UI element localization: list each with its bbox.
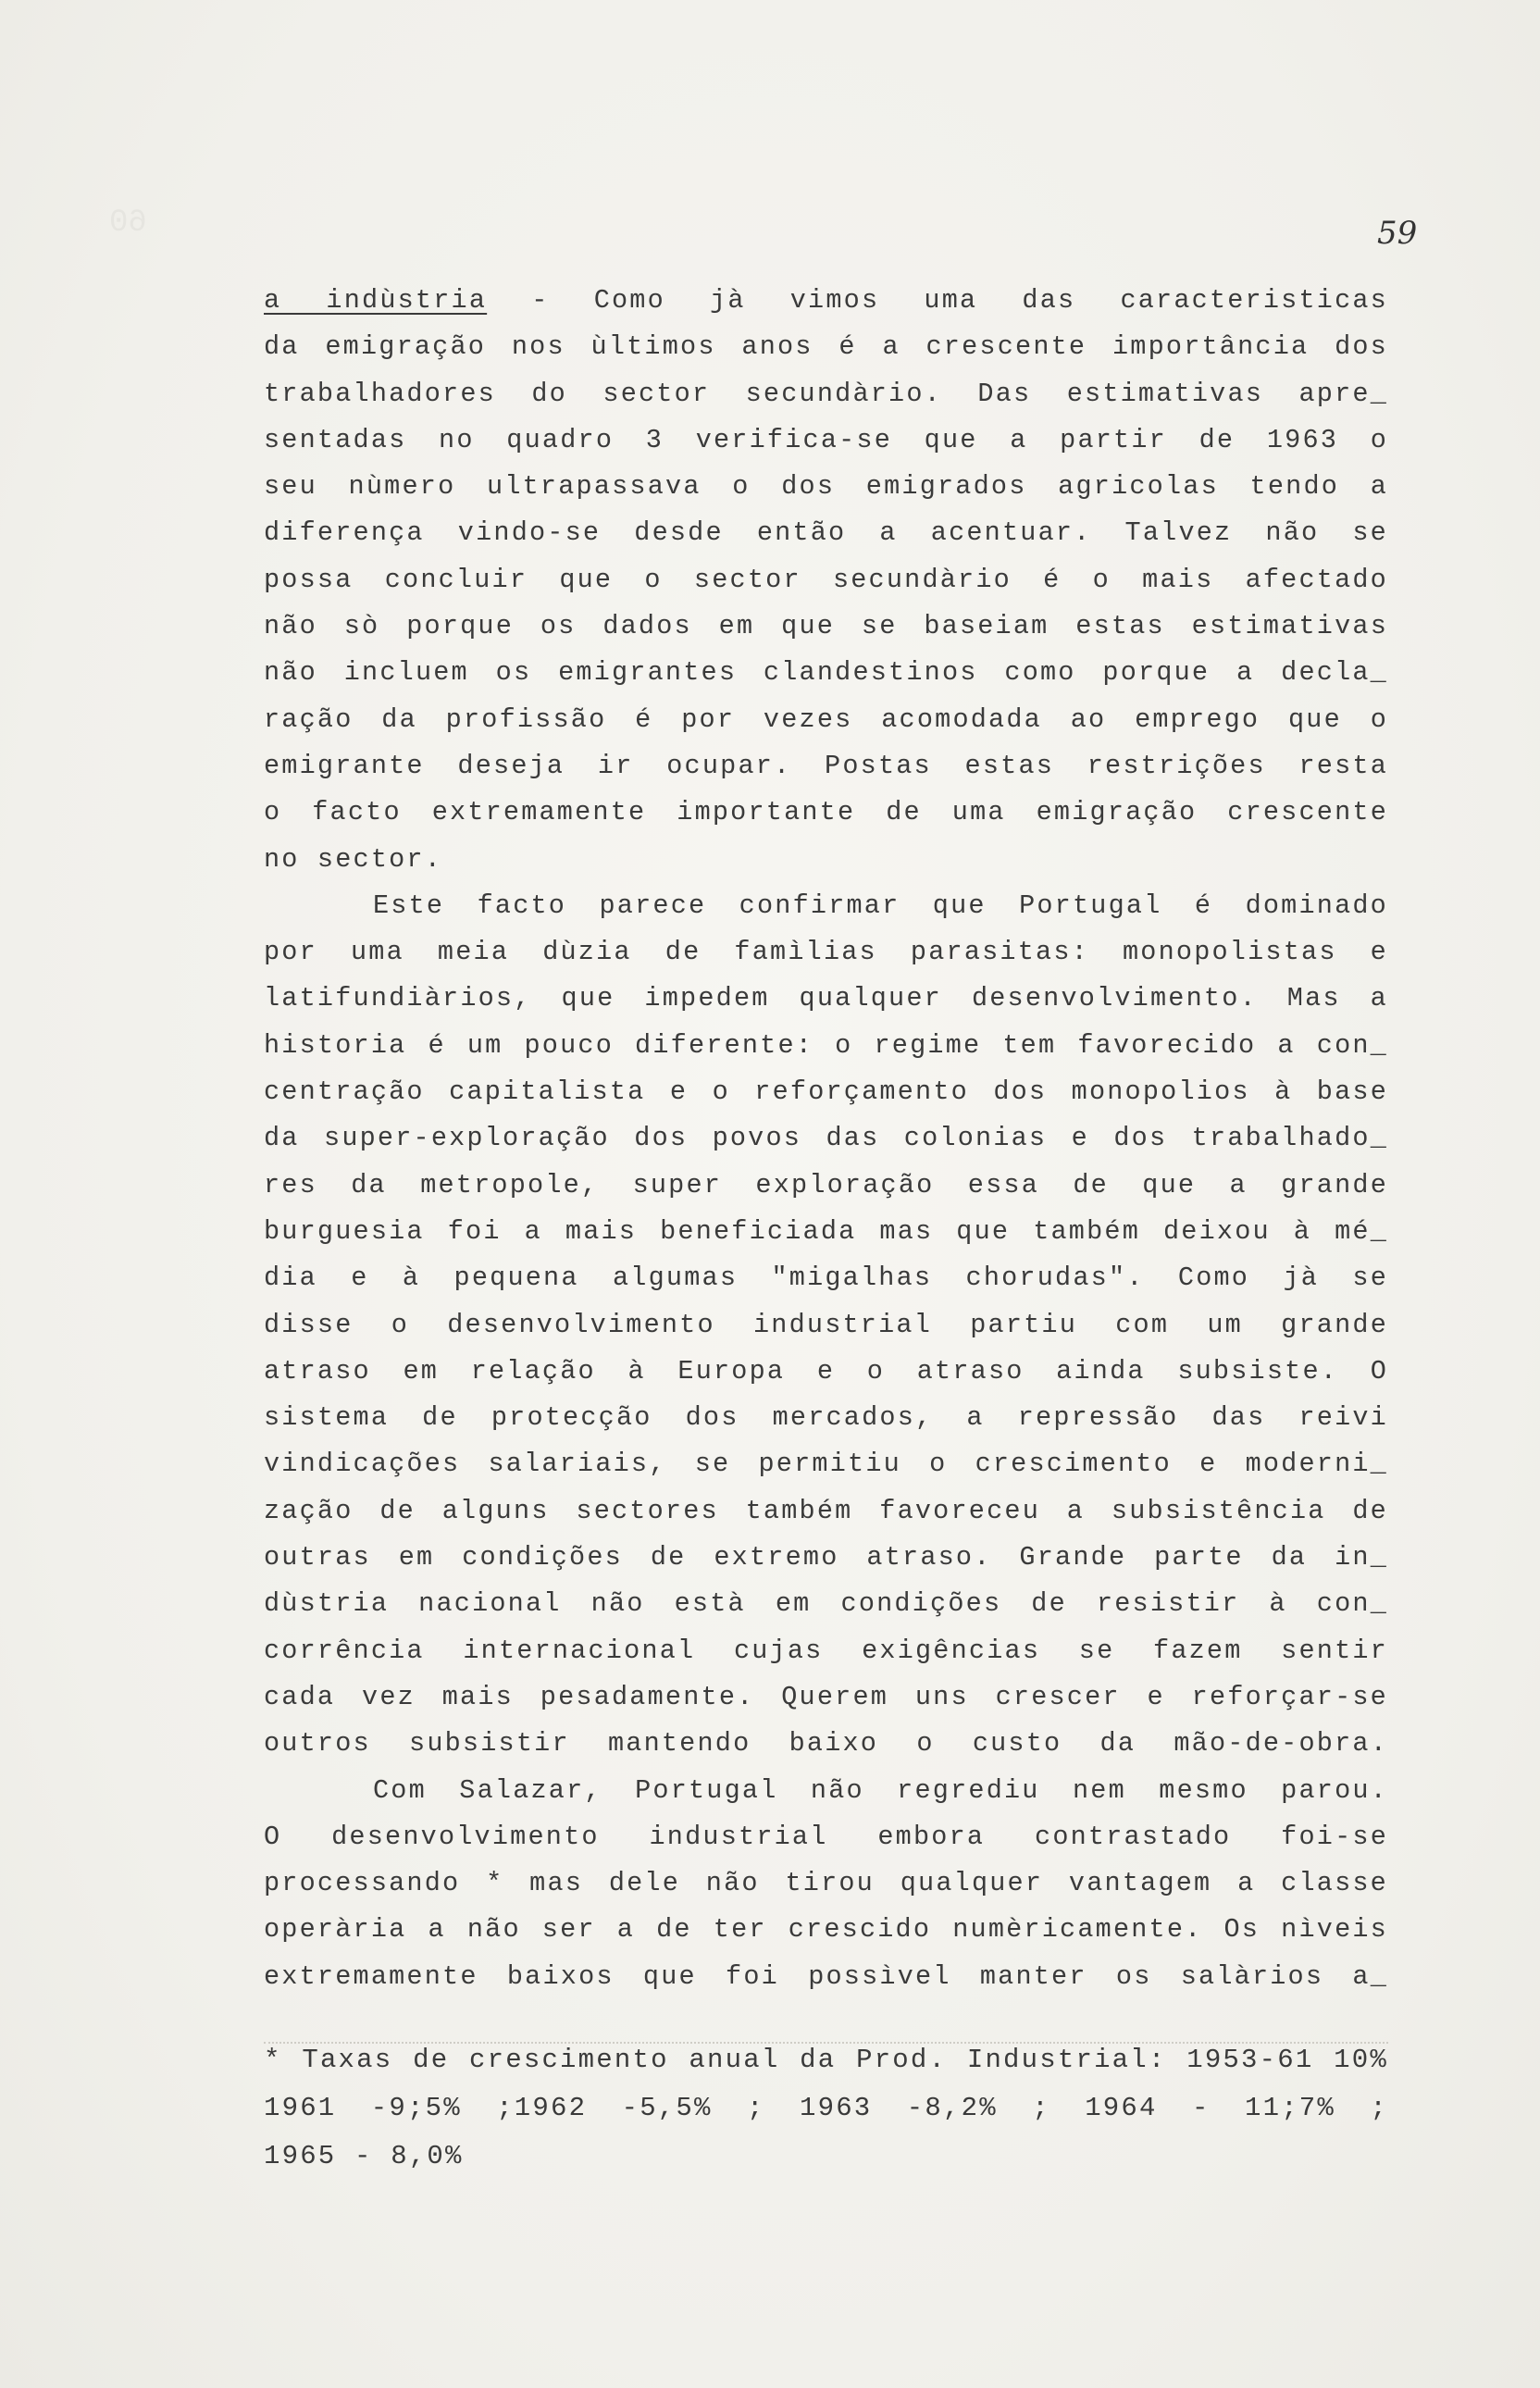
body-line-3: trabalhadores do sector secundàrio. Das estimativas apre_ [264,378,1388,409]
body-line-17: historia é um pouco diferente: o regime tem favorecido a con_ [264,1029,1388,1061]
body-line-13: no sector. [264,843,443,875]
footnote-line-1: * Taxas de crescimento anual da Prod. Industrial: 1953-61 10% [264,2045,1388,2075]
body-line-18: centração capitalista e o reforçamento dos monopolios à base [264,1076,1388,1108]
body-line-9: não incluem os emigrantes clandestinos como porque a decla_ [264,657,1388,689]
body-line-16: latifundiàrios, que impedem qualquer desenvolvimento. Mas a [264,983,1388,1014]
body-line-1: a indùstria - Como jà vimos uma das caracteristicas [264,285,1388,316]
page-number: 59 [1377,215,1418,252]
body-line-6: diferença vindo-se desde então a acentuar. Talvez não se [264,517,1388,549]
body-text [264,278,1388,2000]
body-line-15: por uma meia dùzia de famìlias parasitas: monopolistas e [264,937,1388,968]
body-line-10: ração da profissão é por vezes acomodada ao emprego que o [264,703,1388,735]
body-line-5: seu nùmero ultrapassava o dos emigrados agricolas tendo a [264,471,1388,503]
body-line-35: processando * mas dele não tirou qualquer vantagem a classe [264,1868,1388,1899]
body-line-32: outros subsistir mantendo baixo o custo da mão-de-obra. [264,1728,1388,1760]
body-line-24: atraso em relação à Europa e o atraso ainda subsiste. O [264,1355,1388,1387]
body-line-19: da super-exploração dos povos das colonias e dos trabalhado_ [264,1123,1388,1154]
body-line-4: sentadas no quadro 3 verifica-se que a partir de 1963 o [264,424,1388,455]
body-line-7: possa concluir que o sector secundàrio é o mais afectado [264,564,1388,595]
body-line-28: outras em condições de extremo atraso. Grande parte da in_ [264,1542,1388,1573]
body-line-26: vindicações salariais, se permitiu o crescimento e moderni_ [264,1449,1388,1480]
body-line-12: o facto extremamente importante de uma emigração crescente [264,797,1388,828]
body-line-36: operària a não ser a de ter crescido numèricamente. Os nìveis [264,1914,1388,1946]
body-line-2: da emigração nos ùltimos anos é a crescente importância dos [264,331,1388,363]
body-line-21: burguesia foi a mais beneficiada mas que também deixou à mé_ [264,1215,1388,1247]
footnote-line-3: 1965 - 8,0% [264,2141,464,2171]
body-line-31: cada vez mais pesadamente. Querem uns crescer e reforçar-se [264,1681,1388,1712]
footnote-line-2: 1961 -9;5% ;1962 -5,5% ; 1963 -8,2% ; 1964 - 11;7% ; [264,2093,1388,2123]
body-line-30: corrência internacional cujas exigências se fazem sentir [264,1635,1388,1666]
body-line-25: sistema de protecção dos mercados, a repressão das reivi [264,1402,1388,1434]
body-line-8: não sò porque os dados em que se baseiam estas estimativas [264,611,1388,642]
body-line-29: dùstria nacional não està em condições de resistir à con_ [264,1588,1388,1620]
bleed-through-page-number: 60 [109,205,147,241]
body-line-20: res da metropole, super exploração essa de que a grande [264,1169,1388,1200]
body-line-27: zação de alguns sectores também favoreceu a subsistência de [264,1495,1388,1526]
body-line-14: Este facto parece confirmar que Portugal é dominado [373,889,1388,921]
body-line-33: Com Salazar, Portugal não regrediu nem mesmo parou. [373,1774,1388,1806]
body-line-37: extremamente baixos que foi possìvel manter os salàrios a_ [264,1960,1388,1992]
body-line-22: dia e à pequena algumas "migalhas chorudas". Como jà se [264,1262,1388,1294]
body-line-23: disse o desenvolvimento industrial partiu com um grande [264,1309,1388,1340]
body-line-34: O desenvolvimento industrial embora contrastado foi-se [264,1821,1388,1852]
body-line-11: emigrante deseja ir ocupar. Postas estas restrições resta [264,750,1388,781]
section-heading: a indùstria [264,285,488,316]
footnote [264,2036,1388,2181]
